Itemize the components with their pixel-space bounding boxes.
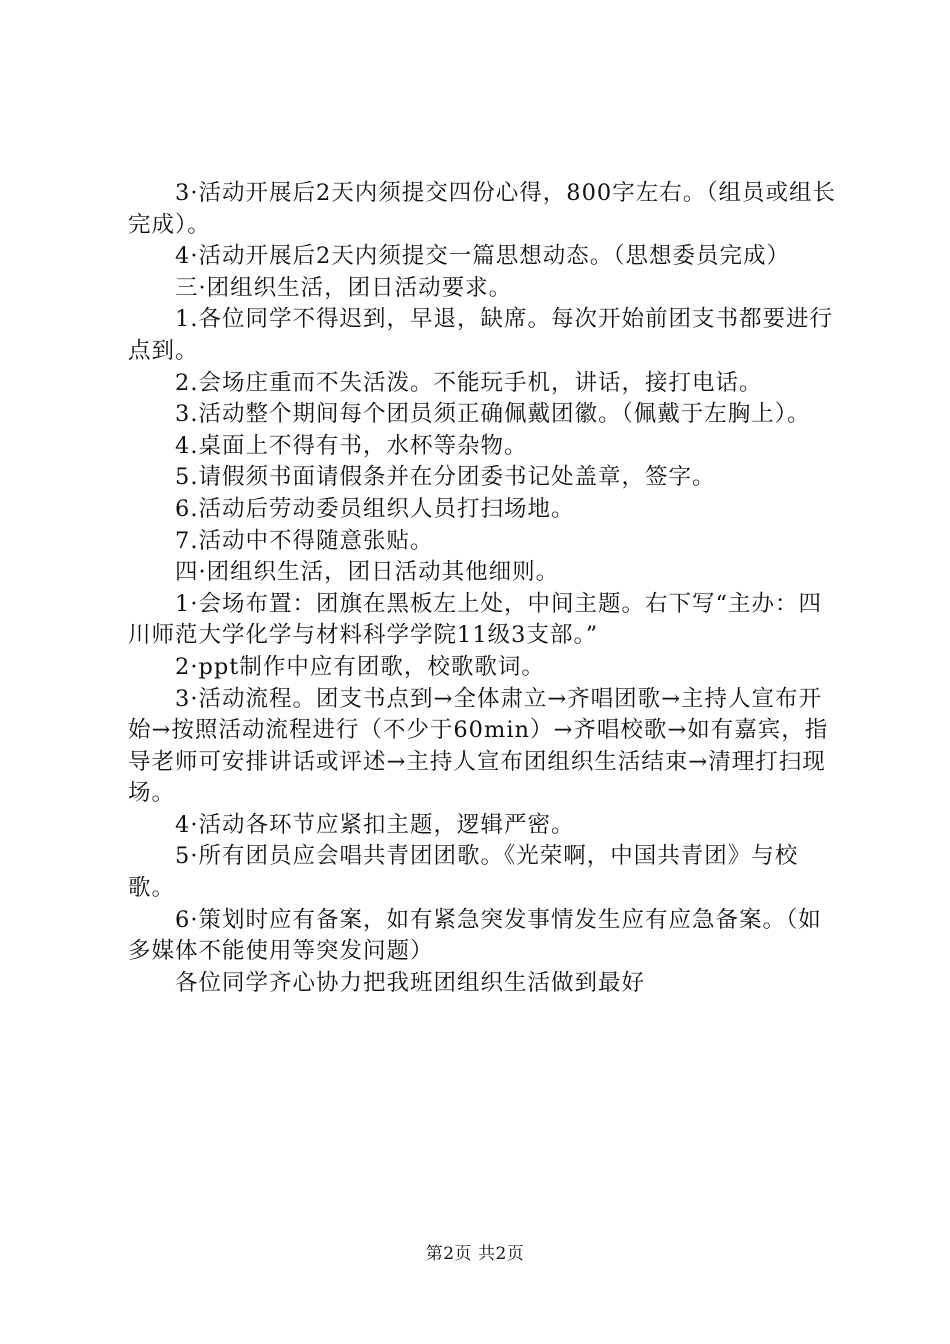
detail-6: 6·策划时应有备案，如有紧急突发事情发生应有应急备案。（如多媒体不能使用等突发问题） [128,906,822,965]
requirement-4: 4.桌面上不得有书，水杯等杂物。 [175,432,528,459]
section-heading-4: 四·团组织生活，团日活动其他细则。 [175,559,560,586]
requirement-7: 7.活动中不得随意张贴。 [175,527,434,554]
detail-3: 3·活动流程。团支书点到→全体肃立→齐唱团歌→主持人宣布开始→按照活动流程进行（不少于60min）→齐唱校歌→如有嘉宾，指导老师可安排讲话或评述→主持人宣布团组织生活结束→清理打扫现场。 [128,685,829,807]
section-heading-3: 三·团组织生活，团日活动要求。 [175,274,513,301]
detail-5: 5·所有团员应会唱共青团团歌。《光荣啊，中国共青团》与校歌。 [128,843,799,902]
paragraph-1: 3·活动开展后2天内须提交四份心得，800字左右。（组员或组长完成）。 [128,180,836,238]
detail-1: 1·会场布置：团旗在黑板左上处，中间主题。右下写“主办：四川师范大学化学与材料科学学院11级3支部。” [128,590,822,649]
page-number-footer: 第2页 共2页 [425,1244,525,1264]
detail-4: 4·活动各环节应紧扣主题，逻辑严密。 [175,811,575,838]
detail-2: 2·ppt制作中应有团歌，校歌歌词。 [175,653,545,680]
requirement-2: 2.会场庄重而不失活泼。不能玩手机，讲话，接打电话。 [175,369,763,396]
closing-sentence: 各位同学齐心协力把我班团组织生活做到最好 [175,969,646,996]
requirement-5: 5.请假须书面请假条并在分团委书记处盖章，签字。 [175,464,716,491]
requirement-6: 6.活动后劳动委员组织人员打扫场地。 [175,495,575,522]
paragraph-2: 4·活动开展后2天内须提交一篇思想动态。（思想委员完成） [175,243,791,270]
document-body [128,178,838,999]
requirement-1: 1.各位同学不得迟到，早退，缺席。每次开始前团支书都要进行点到。 [128,306,833,364]
requirement-3: 3.活动整个期间每个团员须正确佩戴团徽。（佩戴于左胸上）。 [175,401,811,428]
